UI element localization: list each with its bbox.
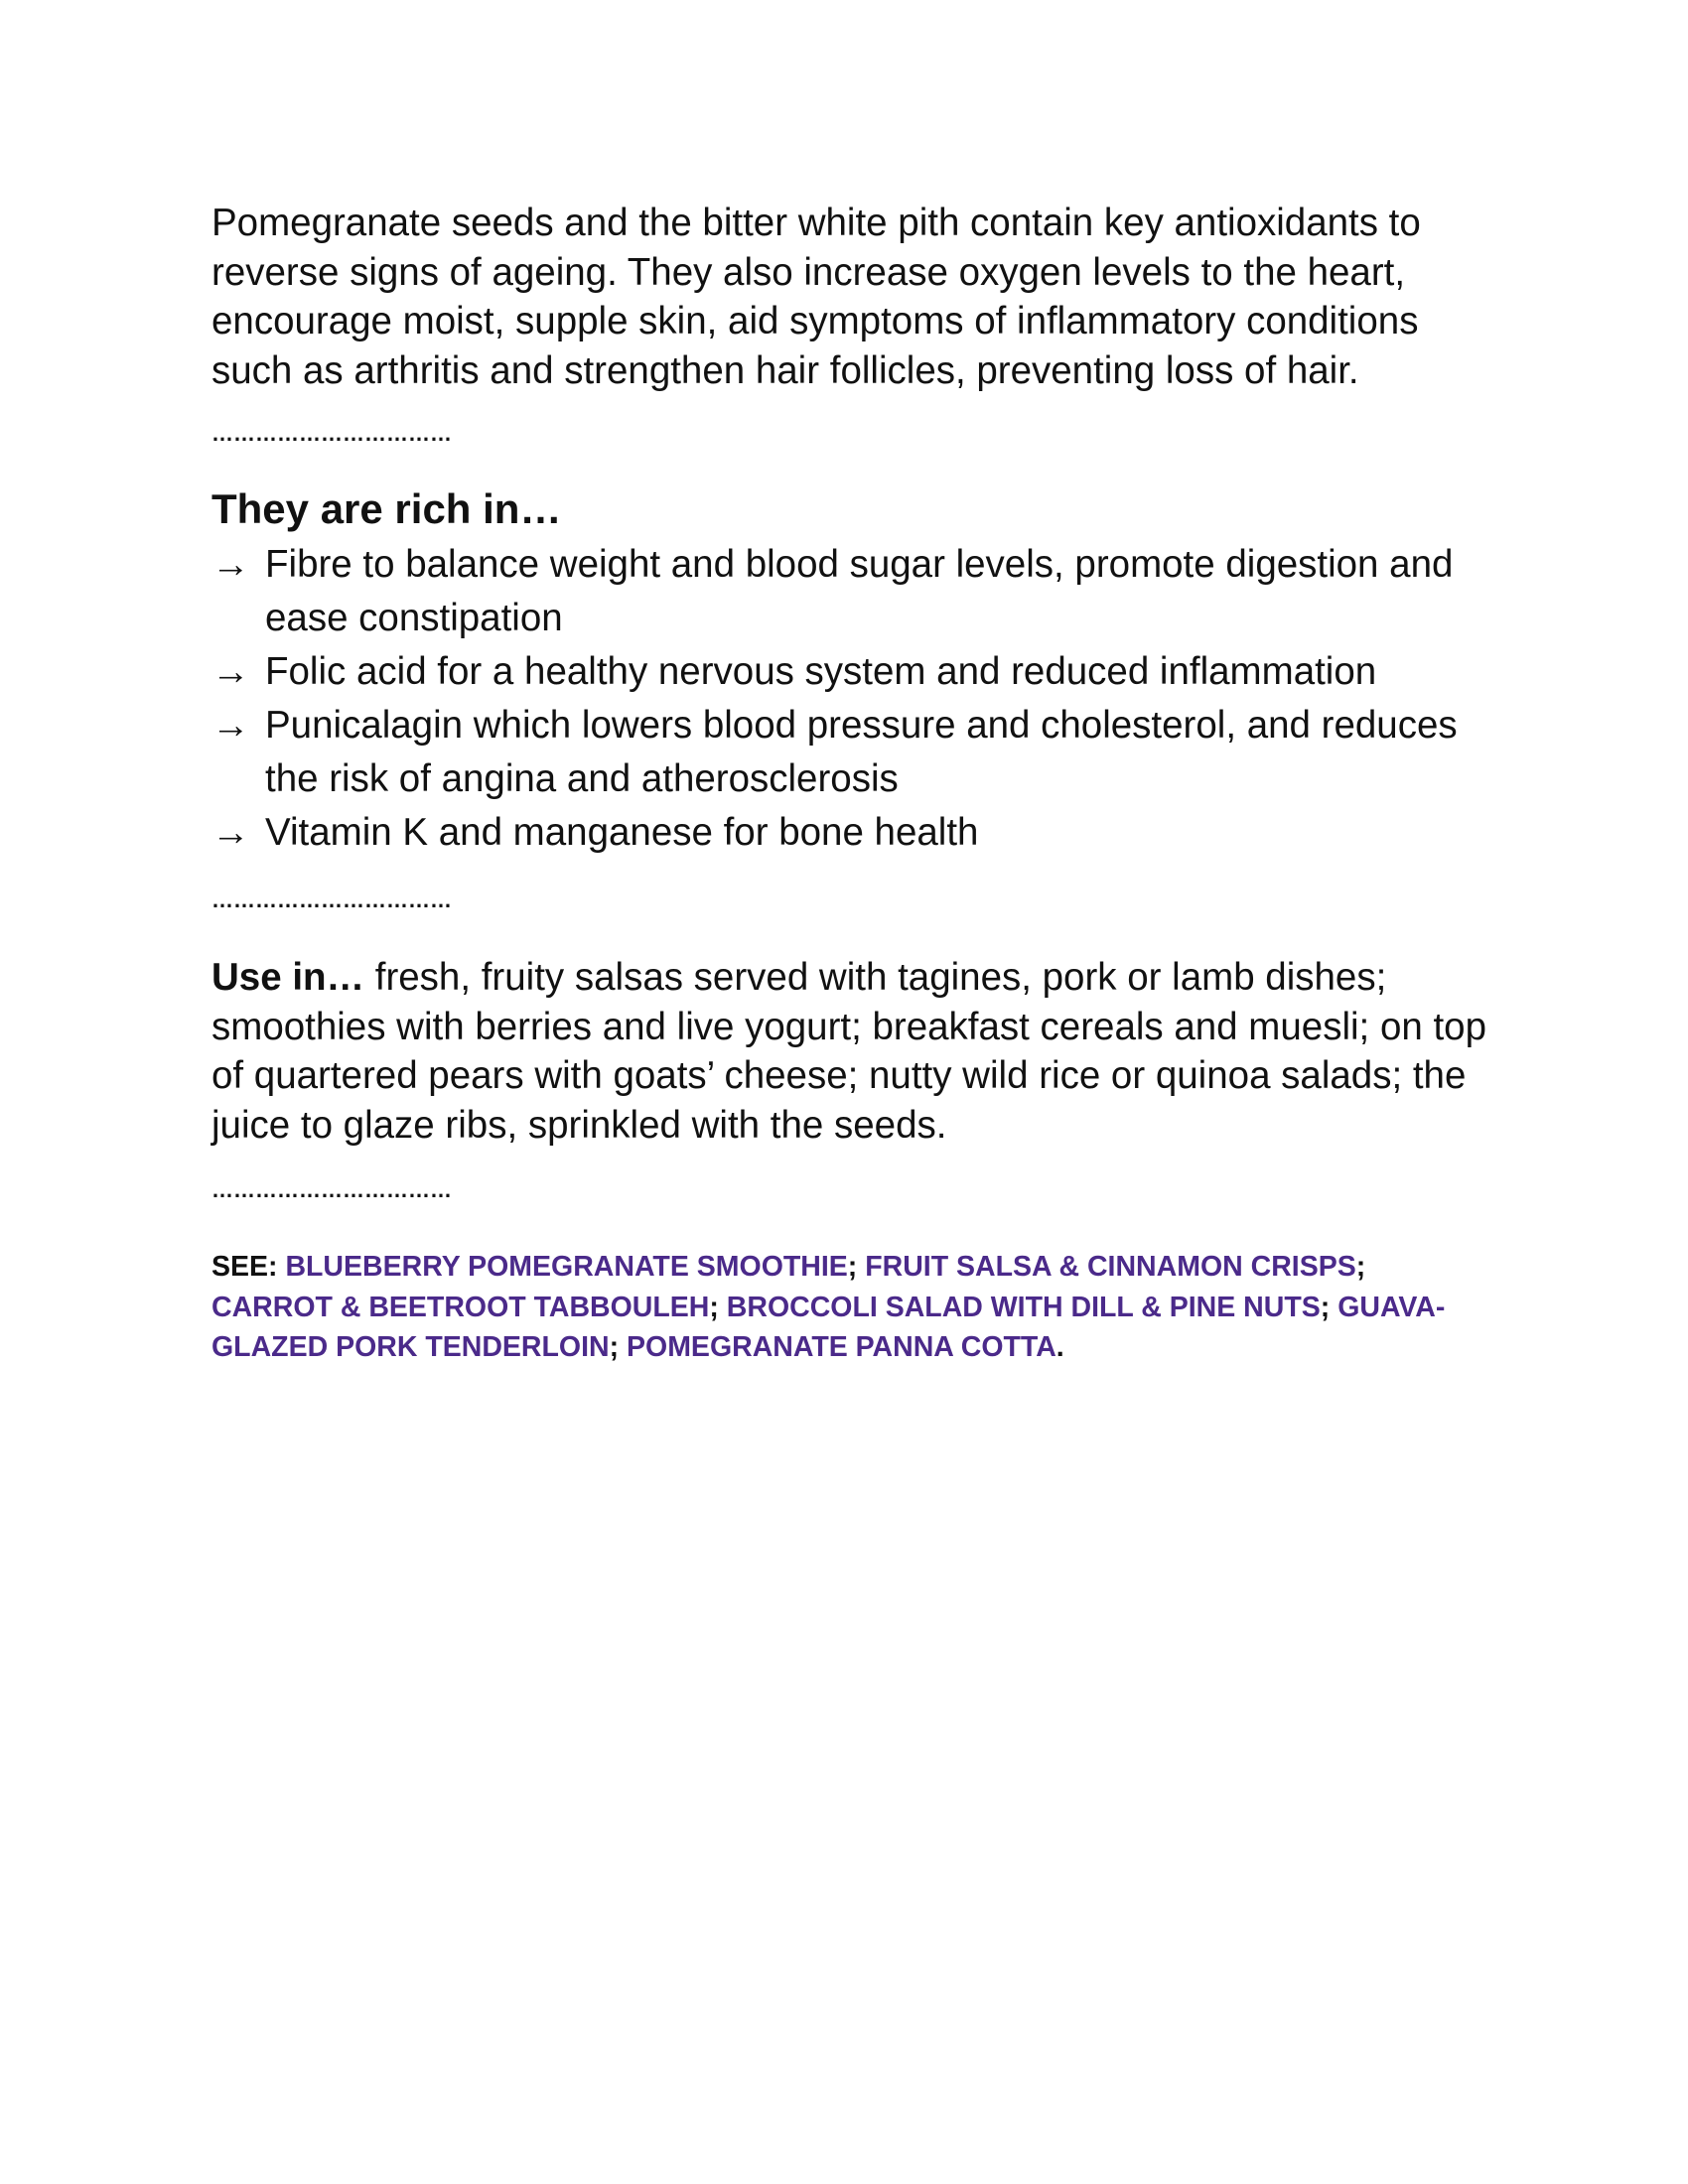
benefits-list [211,538,1492,860]
link-separator: ; [1355,1251,1366,1283]
recipe-link-carrot-beetroot-tabbouleh[interactable]: CARROT & BEETROOT TABBOULEH [211,1291,710,1323]
benefit-item [211,699,1492,806]
benefit-text: Folic acid for a healthy nervous system and reduced inflammation [265,650,1377,693]
dotted-divider: …………………………… [211,1177,452,1202]
benefit-text: Fibre to balance weight and blood sugar levels, promote digestion and ease constipation [265,543,1454,639]
recipe-link-fruit-salsa-cinnamon-crisps[interactable]: FRUIT SALSA & CINNAMON CRISPS [865,1251,1356,1283]
benefit-text: Punicalagin which lowers blood pressure and cholesterol, and reduces the risk of angina and atherosclerosis [265,704,1458,800]
link-separator: ; [609,1331,628,1363]
right-arrow-icon: → [211,704,250,747]
use-in-text: fresh, fruity salsas served with tagines, pork or lamb dishes; smoothies with berries and live yogurt; breakfast cereals and muesli; on top of quartered pears with goats’ cheese; nutty wild rice or quinoa salads; the juice to glaze ribs, sprinkled with the seeds. [211,956,1486,1147]
right-arrow-icon: → [211,811,250,854]
benefit-item [211,806,1492,860]
recipe-link-guava-glazed-pork[interactable]: GUAVA-GLAZED PORK TENDERLOIN [211,1291,1446,1363]
see-label: SEE: [211,1251,286,1283]
document-page [211,199,1492,1368]
rich-in-heading: They are rich in… [211,485,562,532]
see-also-recipes [211,1247,1492,1368]
recipe-link-broccoli-salad[interactable]: BROCCOLI SALAD WITH DILL & PINE NUTS [726,1291,1321,1323]
dotted-divider: …………………………… [211,887,452,912]
use-in-lead: Use in… [211,956,365,999]
intro-paragraph: Pomegranate seeds and the bitter white pith contain key antioxidants to reverse signs of ageing. They also increase oxygen levels to the heart, encourage moist, supple skin, aid symptoms of inflammatory conditions such as arthritis and strengthen hair follicles, preventing loss of hair. [211,202,1421,392]
link-separator: ; [847,1251,866,1283]
use-in-paragraph [211,953,1492,1150]
benefit-item [211,538,1492,645]
recipe-link-pomegranate-panna-cotta[interactable]: POMEGRANATE PANNA COTTA [627,1331,1056,1363]
benefit-item [211,645,1492,699]
dotted-divider: …………………………… [211,421,452,446]
benefit-text: Vitamin K and manganese for bone health [265,811,979,854]
link-separator: ; [709,1291,727,1323]
right-arrow-icon: → [211,650,250,693]
recipe-link-blueberry-pomegranate-smoothie[interactable]: BLUEBERRY POMEGRANATE SMOOTHIE [285,1251,848,1283]
link-separator: ; [1320,1291,1338,1323]
see-end: . [1055,1331,1064,1363]
right-arrow-icon: → [211,543,250,586]
